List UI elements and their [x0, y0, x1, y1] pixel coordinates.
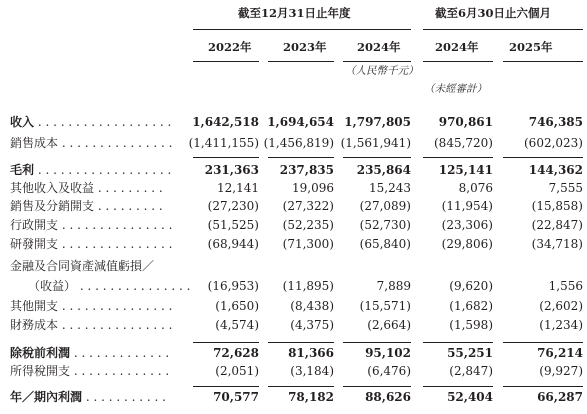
cell-2024-interim: (1,598)	[449, 318, 493, 332]
cell-2022: 72,628	[213, 346, 259, 360]
cell-2022: 12,141	[217, 181, 259, 195]
row-leader-dots: . . . . . . . . . . . . . . .	[58, 299, 173, 313]
subtotal-rule-gross-profit-2022	[193, 157, 259, 158]
cell-2023: (3,184)	[290, 364, 334, 378]
header-group-rule-interim	[423, 29, 583, 30]
header-year-rule-2023	[268, 61, 334, 62]
cell-2024: (52,730)	[359, 218, 411, 232]
header-group-annual: 截至12月31日止年度	[238, 6, 351, 20]
cell-2023: (8,438)	[290, 299, 334, 313]
cell-2024: 88,626	[365, 390, 411, 404]
cell-2024-interim: (23,306)	[441, 218, 493, 232]
cell-2024-interim: 970,861	[438, 115, 493, 129]
cell-2025-interim: (15,858)	[531, 199, 583, 213]
cell-2024: (65,840)	[359, 237, 411, 251]
row-label: 研發開支 . . . . . . . . . . . . . . .	[10, 237, 173, 251]
row-leader-dots: . . . . . . . . .	[94, 181, 163, 195]
subtotal-rule-profit-2022	[193, 386, 259, 387]
subtotal-rule-pbt-2024i	[423, 342, 493, 343]
cell-2022: (1,411,155)	[188, 136, 259, 150]
row-label: 毛利 . . . . . . . . . . . . . . . . . .	[10, 163, 172, 177]
header-group-interim: 截至6月30日止六個月	[435, 6, 552, 20]
cell-2025-interim: (1,234)	[539, 318, 583, 332]
row-leader-dots: . . . . . . . . . . .	[82, 390, 166, 404]
row-label: 財務成本 . . . . . . . . . . . . . . .	[10, 318, 173, 332]
cell-2024: (1,561,941)	[340, 136, 411, 150]
row-label: 所得稅開支 . . . . . . . . . . . . .	[10, 364, 170, 378]
cell-2023: 81,366	[288, 346, 334, 360]
header-year-2024: 2024年	[357, 40, 401, 54]
subtotal-rule-pbt-2023	[268, 342, 334, 343]
row-label: 除稅前利潤 . . . . . . . . . . . . .	[10, 346, 170, 360]
cell-2023: 237,835	[279, 163, 334, 177]
cell-2022: 231,363	[204, 163, 259, 177]
subtotal-rule-profit-2024	[343, 386, 411, 387]
header-group-rule-annual	[193, 29, 411, 30]
subtotal-rule-gross-profit-2024	[343, 157, 411, 158]
cell-2023: 78,182	[288, 390, 334, 404]
row-leader-dots: . . . . . . . . . . . . . . . . . .	[34, 163, 172, 177]
header-year-rule-2025-interim	[503, 61, 583, 62]
cell-2024: (2,664)	[367, 318, 411, 332]
row-label: 銷售及分銷開支 . . . . . . . . .	[10, 199, 163, 213]
row-leader-dots: . . . . . . . . .	[94, 199, 163, 213]
cell-2023: 19,096	[292, 181, 334, 195]
row-leader-dots: . . . . . . . . . . . . . . .	[58, 318, 173, 332]
cell-2023: (4,375)	[290, 318, 334, 332]
subtotal-rule-pbt-2024	[343, 342, 411, 343]
cell-2022: (1,650)	[215, 299, 259, 313]
cell-2024: 15,243	[369, 181, 411, 195]
header-year-2025-interim: 2025年	[509, 40, 553, 54]
header-year-2022: 2022年	[208, 40, 252, 54]
cell-2025-interim: (34,718)	[531, 237, 583, 251]
row-leader-dots: . . . . . . . . . . . . . . .	[58, 136, 173, 150]
header-year-2024-interim: 2024年	[435, 40, 479, 54]
cell-2025-interim: 76,214	[537, 346, 583, 360]
row-label: 其他開支 . . . . . . . . . . . . . . .	[10, 299, 173, 313]
cell-2024-interim: 55,251	[447, 346, 493, 360]
cell-2022: (4,574)	[215, 318, 259, 332]
cell-2022: 70,577	[213, 390, 259, 404]
subtotal-rule-pbt-2022	[193, 342, 259, 343]
cell-2024: 1,797,805	[344, 115, 411, 129]
subtotal-rule-gross-profit-2025i	[503, 157, 583, 158]
cell-2024: 95,102	[365, 346, 411, 360]
row-leader-dots: . . . . . . . . . . . . . . . . . .	[34, 115, 172, 129]
cell-2022: (27,230)	[207, 199, 259, 213]
row-label: 銷售成本 . . . . . . . . . . . . . . .	[10, 136, 173, 150]
cell-2024: (15,571)	[359, 299, 411, 313]
row-leader-dots: . . . . . . . . . . . . . . .	[58, 237, 173, 251]
cell-2024-interim: 52,404	[447, 390, 493, 404]
cell-2024-interim: (2,847)	[449, 364, 493, 378]
cell-2025-interim: (2,602)	[539, 299, 583, 313]
cell-2025-interim: (22,847)	[531, 218, 583, 232]
row-label: 其他收入及收益 . . . . . . . . .	[10, 181, 163, 195]
cell-2025-interim: 746,385	[528, 115, 583, 129]
cell-2022: 1,642,518	[192, 115, 259, 129]
header-year-2023: 2023年	[283, 40, 327, 54]
subtotal-rule-profit-2025i	[503, 386, 583, 387]
cell-2025-interim: (9,927)	[539, 364, 583, 378]
cell-2024-interim: 8,076	[458, 181, 493, 195]
cell-2022: (16,953)	[207, 279, 259, 293]
cell-2025-interim: 144,362	[528, 163, 583, 177]
cell-2024-interim: 125,141	[438, 163, 493, 177]
cell-2023: (52,235)	[282, 218, 334, 232]
cell-2024: (27,089)	[359, 199, 411, 213]
cell-2023: (1,456,819)	[263, 136, 334, 150]
subtotal-rule-profit-2024i	[423, 386, 493, 387]
cell-2024-interim: (845,720)	[434, 136, 493, 150]
header-year-rule-2024	[343, 61, 411, 62]
cell-2025-interim: 66,287	[537, 390, 583, 404]
cell-2022: (51,525)	[207, 218, 259, 232]
header-year-rule-2022	[193, 61, 259, 62]
header-year-rule-2024-interim	[423, 61, 493, 62]
cell-2023: (27,322)	[282, 199, 334, 213]
cell-2024: 235,864	[356, 163, 411, 177]
unit-note: （人民幣千元）	[345, 65, 419, 77]
cell-2022: (68,944)	[207, 237, 259, 251]
row-leader-dots: . . . . . . . . . . . . .	[70, 364, 170, 378]
row-label: 行政開支 . . . . . . . . . . . . . . .	[10, 218, 173, 232]
cell-2022: (2,051)	[215, 364, 259, 378]
row-label: 金融及合同資產減值虧損／	[10, 259, 155, 273]
unaudited-note: （未經審計）	[424, 83, 487, 95]
row-label: （收益） . . . . . . . . . . . . . . .	[28, 279, 191, 293]
cell-2023: (71,300)	[282, 237, 334, 251]
cell-2025-interim: (602,023)	[524, 136, 583, 150]
cell-2024-interim: (1,682)	[449, 299, 493, 313]
row-label: 年／期內利潤 . . . . . . . . . . .	[10, 390, 166, 404]
subtotal-rule-profit-2023	[268, 386, 334, 387]
subtotal-rule-pbt-2025i	[503, 342, 583, 343]
cell-2024: (6,476)	[367, 364, 411, 378]
row-label: 收入 . . . . . . . . . . . . . . . . . .	[10, 115, 172, 129]
cell-2023: (11,895)	[282, 279, 334, 293]
cell-2024-interim: (29,806)	[441, 237, 493, 251]
cell-2023: 1,694,654	[267, 115, 334, 129]
row-leader-dots: . . . . . . . . . . . . .	[70, 346, 170, 360]
row-leader-dots: . . . . . . . . . . . . . . .	[76, 279, 191, 293]
cell-2024: 7,889	[376, 279, 411, 293]
row-leader-dots: . . . . . . . . . . . . . . .	[58, 218, 173, 232]
cell-2024-interim: (9,620)	[449, 279, 493, 293]
cell-2025-interim: 7,555	[548, 181, 583, 195]
cell-2025-interim: 1,556	[548, 279, 583, 293]
subtotal-rule-gross-profit-2023	[268, 157, 334, 158]
subtotal-rule-gross-profit-2024i	[423, 157, 493, 158]
cell-2024-interim: (11,954)	[441, 199, 493, 213]
